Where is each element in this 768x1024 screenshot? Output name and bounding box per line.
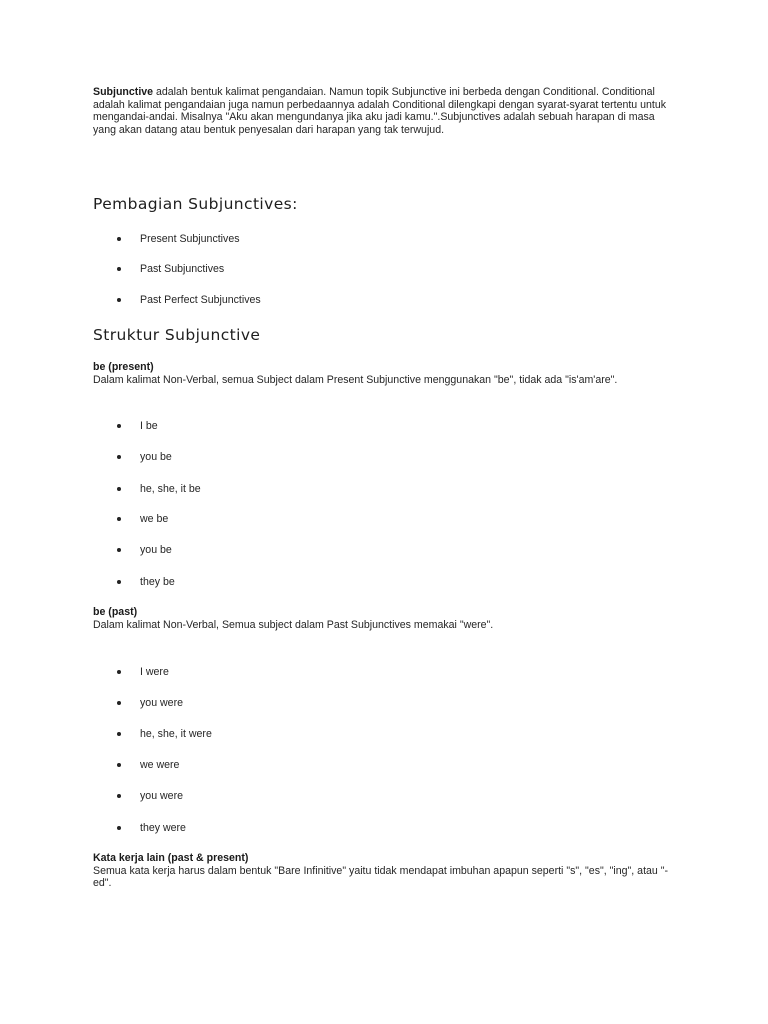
bullet-icon [117,455,121,459]
other-verbs-label: Kata kerja lain (past & present) [93,852,249,864]
bullet-icon [117,424,121,428]
past-block [93,606,673,631]
intro-paragraph [93,86,673,136]
present-text: Dalam kalimat Non-Verbal, semua Subject dalam Present Subjunctive menggunakan "be", tidak ada "is'am'are". [93,373,618,386]
division-heading: Pembagian Subjunctives: [93,195,298,213]
bullet-icon [117,580,121,584]
bullet-icon [117,298,121,302]
bullet-icon [117,670,121,674]
bullet-icon [117,237,121,241]
past-label: be (past) [93,606,138,618]
bullet-icon [117,267,121,271]
bullet-icon [117,763,121,767]
other-verbs-text: Semua kata kerja harus dalam bentuk "Bare Infinitive" yaitu tidak mendapat imbuhan apapun seperti "s", "es", "ing", atau "-ed". [93,864,669,890]
bullet-icon [117,701,121,705]
structure-heading: Struktur Subjunctive [93,326,261,344]
intro-term: Subjunctive [93,86,154,98]
other-verbs-block [93,852,673,890]
present-label: be (present) [93,361,154,373]
intro-text: adalah bentuk kalimat pengandaian. Namun topik Subjunctive ini berbeda dengan Conditional. Conditional adalah kalimat pengandaian juga namun perbedaannya adalah Conditional dilengkapi dengan syarat-syarat tertentu untuk mengandai-andai. Misalnya "Aku akan mengundanya jika aku jadi kamu.".Subjunctives adalah sebuah harapan di masa yang akan datang atau bentuk penyesalan dari harapan yang tak terwujud. [93,86,667,136]
bullet-icon [117,548,121,552]
bullet-icon [117,487,121,491]
bullet-icon [117,732,121,736]
bullet-icon [117,794,121,798]
bullet-icon [117,826,121,830]
present-block [93,361,673,386]
bullet-icon [117,517,121,521]
past-text: Dalam kalimat Non-Verbal, Semua subject dalam Past Subjunctives memakai "were". [93,618,494,631]
